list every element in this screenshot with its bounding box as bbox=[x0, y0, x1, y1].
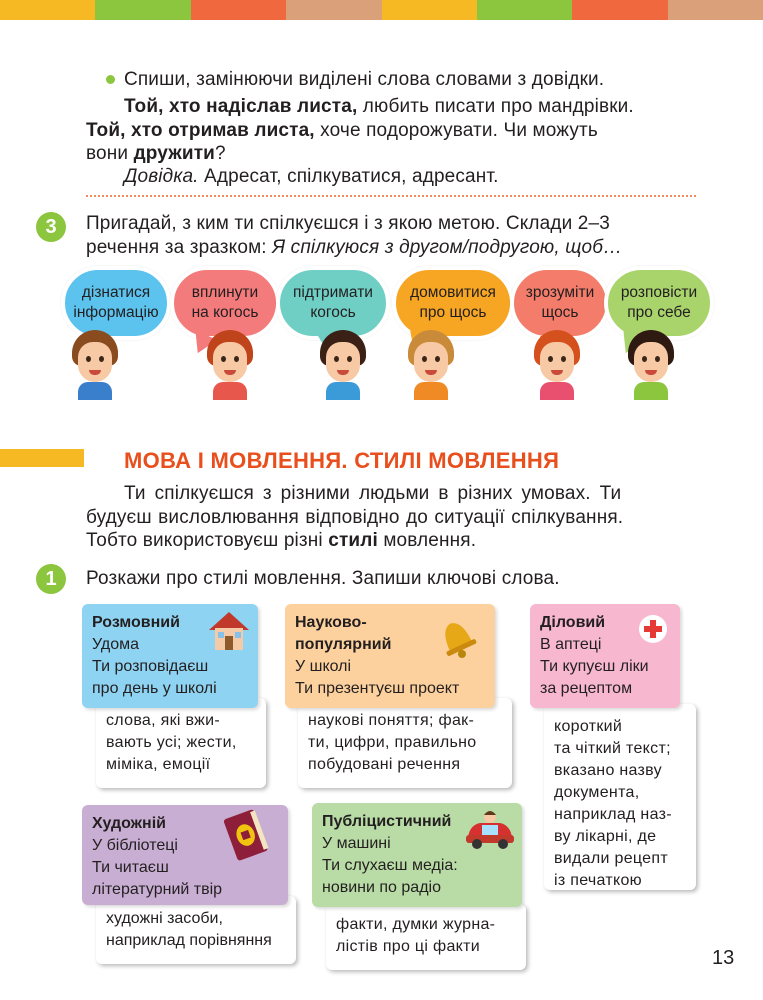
bubble-line-2: когось bbox=[310, 304, 356, 321]
card-activity: за рецептом bbox=[540, 680, 633, 697]
note-line: наприклад порівняння bbox=[106, 932, 272, 949]
card-title: Діловий bbox=[540, 614, 606, 631]
bullet-instruction: Спиши, замінюючи виділені слова словами з довідки. bbox=[124, 69, 605, 90]
color-segment bbox=[286, 0, 381, 20]
sentence-1-bold: Той, хто надіслав листа, bbox=[124, 96, 358, 117]
color-segment bbox=[0, 0, 95, 20]
speech-bubble bbox=[276, 266, 390, 340]
sentence-2-rest: хоче подорожувати. Чи можуть bbox=[314, 120, 598, 141]
sentence-3 bbox=[86, 142, 226, 165]
note-line: ву лікарні, де bbox=[554, 828, 657, 845]
card-title: Художній bbox=[92, 815, 166, 832]
note-line: наприклад наз- bbox=[554, 806, 672, 823]
intro-line-3-end: мовлення. bbox=[377, 530, 477, 551]
sentence-3-bold: дружити bbox=[133, 143, 215, 164]
card-place: Удома bbox=[92, 636, 140, 653]
child-illustration bbox=[532, 330, 582, 400]
bubble-line-2: про щось bbox=[419, 304, 487, 321]
card-activity: Ти розповідаєш bbox=[92, 658, 209, 675]
bubble-line-1: зрозуміти bbox=[525, 284, 595, 301]
style-note-box bbox=[96, 698, 266, 788]
note-line: факти, думки журна- bbox=[336, 916, 496, 933]
card-activity: про день у школі bbox=[92, 680, 217, 697]
bell-icon bbox=[435, 612, 479, 664]
bubble-line-2: щось bbox=[541, 304, 579, 321]
card-activity: новини по радіо bbox=[322, 879, 441, 896]
note-line: наукові поняття; фак- bbox=[308, 712, 475, 729]
exercise-1-instruction: Розкажи про стилі мовлення. Запиши ключові слова. bbox=[86, 568, 560, 589]
sentence-3-start: вони bbox=[86, 143, 134, 164]
intro-line-3-start: Тобто використовуєш різні bbox=[86, 530, 329, 551]
sentence-3-end: ? bbox=[215, 143, 226, 164]
style-note-box bbox=[298, 698, 512, 788]
exercise-3-line-2-start: речення за зразком: bbox=[86, 237, 273, 258]
style-note-box bbox=[96, 896, 296, 964]
style-card-popular-science bbox=[285, 604, 495, 708]
intro-line-3 bbox=[86, 529, 476, 552]
color-segment bbox=[95, 0, 190, 20]
child-illustration bbox=[318, 330, 368, 400]
card-activity: літературний твір bbox=[92, 881, 223, 898]
color-segment bbox=[382, 0, 477, 20]
medical-cross-icon bbox=[638, 614, 668, 644]
sentence-2 bbox=[86, 119, 598, 142]
heading-accent-bar bbox=[0, 449, 84, 467]
note-line: та чіткий текст; bbox=[554, 740, 671, 757]
child-illustration bbox=[406, 330, 456, 400]
child-illustration bbox=[70, 330, 120, 400]
exercise-number-1: 1 bbox=[36, 564, 66, 594]
card-title: Розмовний bbox=[92, 614, 180, 631]
top-color-bar bbox=[0, 0, 763, 20]
card-title: Публіцистичний bbox=[322, 813, 452, 830]
intro-line-1: Ти спілкуєшся з різними людьми в різних умовах. Ти bbox=[124, 483, 622, 504]
note-line: побудовані речення bbox=[308, 756, 461, 773]
style-note-box bbox=[326, 904, 526, 970]
note-line: міміка, емоції bbox=[106, 756, 211, 773]
bullet-dot bbox=[106, 75, 115, 84]
hint-label: Довідка. bbox=[124, 166, 199, 187]
color-segment bbox=[191, 0, 286, 20]
note-line: короткий bbox=[554, 718, 623, 735]
bubble-line-2: на когось bbox=[191, 304, 259, 321]
note-line: ти, цифри, правильно bbox=[308, 734, 477, 751]
card-place: В аптеці bbox=[540, 636, 602, 653]
sentence-1-rest: любить писати про мандрівки. bbox=[357, 96, 634, 117]
card-activity: Ти читаєш bbox=[92, 859, 169, 876]
speech-bubble bbox=[170, 266, 280, 340]
style-card-journalistic bbox=[312, 803, 522, 907]
bubble-line-1: вплинути bbox=[191, 284, 259, 301]
color-segment bbox=[572, 0, 667, 20]
style-card-artistic bbox=[82, 805, 288, 905]
bubble-line-2: про себе bbox=[627, 304, 691, 321]
style-card-conversational bbox=[82, 604, 258, 708]
style-card-official bbox=[530, 604, 680, 708]
color-segment bbox=[668, 0, 763, 20]
bubble-line-1: підтримати bbox=[293, 284, 373, 301]
section-heading: МОВА І МОВЛЕННЯ. СТИЛІ МОВЛЕННЯ bbox=[124, 448, 560, 473]
exercise-number-3: 3 bbox=[36, 212, 66, 242]
speech-bubble bbox=[61, 266, 171, 340]
bubble-line-1: домовитися bbox=[410, 284, 496, 301]
intro-line-2: будуєш висловлювання відповідно до ситуації спілкування. bbox=[86, 507, 624, 528]
note-line: документа, bbox=[554, 784, 640, 801]
note-line: художні засоби, bbox=[106, 910, 223, 927]
page-number: 13 bbox=[712, 947, 735, 969]
child-illustration bbox=[626, 330, 676, 400]
hint-line bbox=[124, 165, 499, 188]
card-place: У бібліотеці bbox=[92, 837, 178, 854]
card-title: популярний bbox=[295, 636, 392, 653]
sentence-2-bold: Той, хто отримав листа, bbox=[86, 120, 315, 141]
dotted-divider bbox=[86, 195, 696, 197]
intro-line-3-bold: стилі bbox=[328, 530, 378, 551]
card-activity: Ти слухаєш медіа: bbox=[322, 857, 458, 874]
child-illustration bbox=[205, 330, 255, 400]
note-line: лістів про ці факти bbox=[336, 938, 480, 955]
car-icon bbox=[464, 807, 516, 851]
hint-text: Адресат, спілкуватися, адресант. bbox=[198, 166, 499, 187]
bubble-line-1: дізнатися bbox=[81, 284, 151, 301]
exercise-3-example: Я спілкуюся з другом/подругою, щоб… bbox=[272, 237, 623, 258]
style-note-box bbox=[544, 704, 696, 890]
bubble-line-1: розповісти bbox=[620, 284, 698, 301]
card-place: У школі bbox=[295, 658, 352, 675]
note-line: вають усі; жести, bbox=[106, 734, 237, 751]
speech-bubble bbox=[392, 266, 514, 340]
book-icon bbox=[220, 807, 272, 865]
card-title: Науково- bbox=[295, 614, 367, 631]
speech-bubble bbox=[604, 266, 714, 340]
note-line: із печаткою bbox=[554, 872, 642, 889]
note-line: слова, які вжи- bbox=[106, 712, 220, 729]
sentence-1 bbox=[124, 95, 634, 118]
card-activity: Ти презентуєш проект bbox=[295, 680, 460, 697]
note-line: вказано назву bbox=[554, 762, 662, 779]
speech-bubble bbox=[510, 266, 610, 340]
exercise-3-line-2 bbox=[86, 236, 622, 259]
note-line: видали рецепт bbox=[554, 850, 668, 867]
card-place: У машині bbox=[322, 835, 391, 852]
card-activity: Ти купуєш ліки bbox=[540, 658, 649, 675]
exercise-3-line-1: Пригадай, з ким ти спілкуєшся і з якою метою. Склади 2–3 bbox=[86, 213, 610, 234]
bubble-line-2: інформацію bbox=[73, 304, 159, 321]
color-segment bbox=[477, 0, 572, 20]
house-icon bbox=[206, 608, 252, 652]
